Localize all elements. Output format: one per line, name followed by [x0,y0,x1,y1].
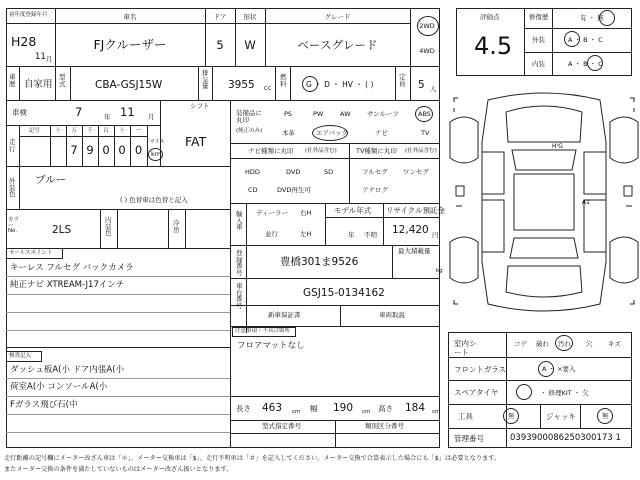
mileage-digit: 9 [86,143,94,157]
import-right: 右H [300,209,312,217]
room-item: キズ [608,340,621,348]
capacity-label: 定員 [399,73,406,88]
spare-tire-options: ・ 修理KIT ・ 欠 [540,389,589,397]
displacement-label: 排気量 [202,69,209,90]
drive-2wd: 2WD [419,22,435,30]
jack-value: 無 [602,412,609,420]
width-unit: cm [362,409,371,415]
management-number: 0393900086250300173 1 [510,433,621,443]
inspection-month-unit: 月 [148,113,155,121]
fuel-options: G ・ D ・ HV ・ ( ) [306,80,374,89]
tools-value: 無 [508,412,515,420]
room-item: 汚れ [558,340,571,348]
inspection-year: 7 [75,105,83,119]
mileage-label: 走行 [9,138,16,153]
front-glass-label: フロントガラス [454,365,507,374]
doors: 5 [216,38,224,52]
max-load-label: 最大積載量 [398,247,431,255]
diagram-mark-a1: A1 [582,199,590,206]
exterior-grade-options: A ・ B ・ C [568,36,603,44]
chassis-value: GSJ15-0134162 [303,287,385,299]
unit-km: km [151,150,162,158]
room-seat-label: 室内シート [454,339,477,357]
first-reg-label: 初年度登録年月 [9,12,48,18]
equip-ps: PS [284,110,293,118]
mileage-digit: 0 [118,143,126,157]
equip-abs: ABS [418,110,431,118]
model-year-unknown: 不明 [364,231,377,239]
interior-color-label: 内装色 [105,216,112,237]
navi-sub: (社外品含む) [305,148,337,154]
length-value: 463 [262,402,283,414]
inspection-month: 11 [120,105,135,119]
footer-line-2: またメーター交換の条件を満たしていないものはメーター改ざん扱いとなります。 [4,466,233,473]
spare-circle [516,384,532,400]
unit-mile: マイル [149,139,166,145]
category-label: 車歴 [9,73,16,88]
repair-options: 有 ・ 無 [580,14,604,22]
shift: FAT [185,134,207,149]
height-value: 184 [405,402,426,414]
shape: W [244,38,256,52]
length-label: 長さ [236,404,251,413]
tv-fullseg: フルセグ [362,168,388,176]
repair-label: 修復歴 [529,13,549,21]
room-item: 破れ [536,340,549,348]
recycle-unit: 円 [432,231,439,239]
type-cert-label: 型式指定番号 [262,422,301,430]
interior-grade-options: A ・ B ・ C [568,60,603,68]
diagram-mark-hg: H'G [552,143,563,150]
equipment-label: 装備品に丸印 [236,109,262,124]
equip-pw: PW [313,110,324,118]
registration-label: 登録番号 [236,249,243,277]
car-name-label: 車名 [123,13,137,21]
equip-aw: AW [340,110,351,118]
caution-label: 注意事項・不具合箇所 [235,328,291,334]
tv-label: TV種類に丸印 [356,147,397,155]
spare-tire-label: スペアタイヤ [454,388,499,397]
selling-points-label: セールスポイント [9,250,53,256]
equip-tv: TV [421,129,430,137]
inspection-label: 車検 [12,108,27,117]
car-damage-diagram [448,82,640,322]
exterior-label: 外装色 [9,177,16,198]
digit-header-2: 万 [71,128,77,134]
max-load-unit: kg [436,268,443,274]
recycle-value: 12,420 [392,224,429,236]
tv-sub: (社外品含む) [405,148,437,154]
inspector-note-line: 荷室A(小 コンソールA(小 [10,382,108,392]
tv-oneseg: ワンセグ [403,168,429,176]
recycle-label: リサイクル預託金 [386,206,445,215]
grade: ベースグレード [297,38,378,52]
management-label: 管理番号 [454,434,484,443]
capacity-unit: 人 [430,85,437,93]
model-year-label: モデル年式 [334,206,372,215]
navi-label: ナビ種類に丸印 [248,147,294,155]
registration-value: 豊橋301ま9526 [280,256,359,268]
equipment-sub: (純正のみ) [236,128,263,134]
class-label: 類別区分番号 [365,422,404,430]
import-parallel: 並行 [265,230,278,238]
door-label: ドア [213,13,227,21]
room-item: 穴 [586,340,593,348]
mileage-digit: 0 [134,143,143,157]
vehicle-manual: 車両取説 [379,311,405,319]
height-unit: cm [432,409,441,415]
month-unit: 月 [46,55,53,63]
navi-dvd-play: DVD再生可 [277,186,311,194]
shift-label: シフト [190,102,210,110]
model-year-unit: 年 [348,231,355,239]
selling-point-line: 純正ナビ XTREAM-J17インチ [10,280,125,290]
jack-label: ジャッキ [546,412,576,421]
grade-label: グレード [324,13,351,21]
length-unit: cm [292,409,301,415]
warranty-book: 新車保証書 [268,311,301,319]
room-item: コゲ [514,340,527,348]
first-reg-month: 11 [35,52,46,62]
displacement: 3955 [228,79,255,91]
first-reg-year: H28 [11,34,37,49]
digit-header-1: 十 [55,128,61,134]
import-dealer: ディーラー [256,209,288,217]
mileage-digit: 0 [102,143,110,157]
tv-analog: アナログ [362,186,388,194]
inspector-notes-label: 検査記入 [9,353,32,359]
category: 自家用 [24,79,53,90]
car-name: FJクルーザー [93,37,167,52]
capacity: 5 [418,79,425,91]
color-no-label: カラーNo. [8,217,20,234]
chassis-label: 車台番号 [236,282,243,310]
inspector-note-line: ダッシュ板A(小 ドア内張A(小 [10,365,125,375]
cc-unit: CC [264,86,272,92]
footer-line-1: 走行距離の記号欄にメーター改ざん車は「＊」、メーター交換車は「$」、走行不明車は「＃」を記入してください。メーター交換で合算表示した場合にも「$」は必要となります。 [4,455,501,462]
inspector-note-line: Fガラス飛び石(中 [10,400,78,410]
mileage-digit: 7 [70,143,78,157]
selling-point-line: キーレス フルセグ バックカメラ [10,263,134,273]
tools-label: 工具 [458,412,473,421]
equip-sunroof: サンルーフ [367,110,399,118]
interior-grade-label: 内装 [532,60,545,68]
digit-header-6: 一 [135,128,142,134]
navi-sd: SD [324,168,334,176]
score-label: 評価点 [480,13,500,21]
exterior-grade-label: 外装 [532,36,545,44]
drive-4wd: 4WD [419,47,435,55]
score-value: 4.5 [474,32,513,60]
width-label: 幅 [310,404,318,413]
width-value: 190 [333,402,354,414]
fuel-label: 燃料 [280,73,287,88]
equip-airbag: エアバック [316,129,348,137]
inspection-year-unit: 年 [104,113,111,121]
equip-navi: ナビ [375,129,388,137]
digit-header-3: 千 [87,128,93,134]
import-label: 輸入車 [236,210,243,231]
color-no: 2LS [52,224,72,236]
equip-leather: 本革 [282,129,295,137]
exterior-note: ( ) 色替車は色替と記入 [120,196,188,204]
digit-header-5: 十 [119,128,125,134]
digit-header-4: 百 [103,128,109,134]
navi-cd: CD [248,186,258,194]
caution-value: フロアマットなし [237,341,305,351]
digit-header-0: 記号 [28,128,40,134]
shape-label: 形状 [243,13,257,21]
front-glass-options: A ・ ×要入 [542,365,576,373]
height-label: 高さ [378,404,393,413]
cooler-label: 冷房 [173,219,180,234]
navi-hdd: HDD [245,168,260,176]
model: CBA-GSJ15W [95,79,163,91]
import-left: 左H [300,230,312,238]
model-label: 型式 [59,73,66,88]
navi-dvd: DVD [286,168,301,176]
exterior-color: ブルー [35,174,67,186]
